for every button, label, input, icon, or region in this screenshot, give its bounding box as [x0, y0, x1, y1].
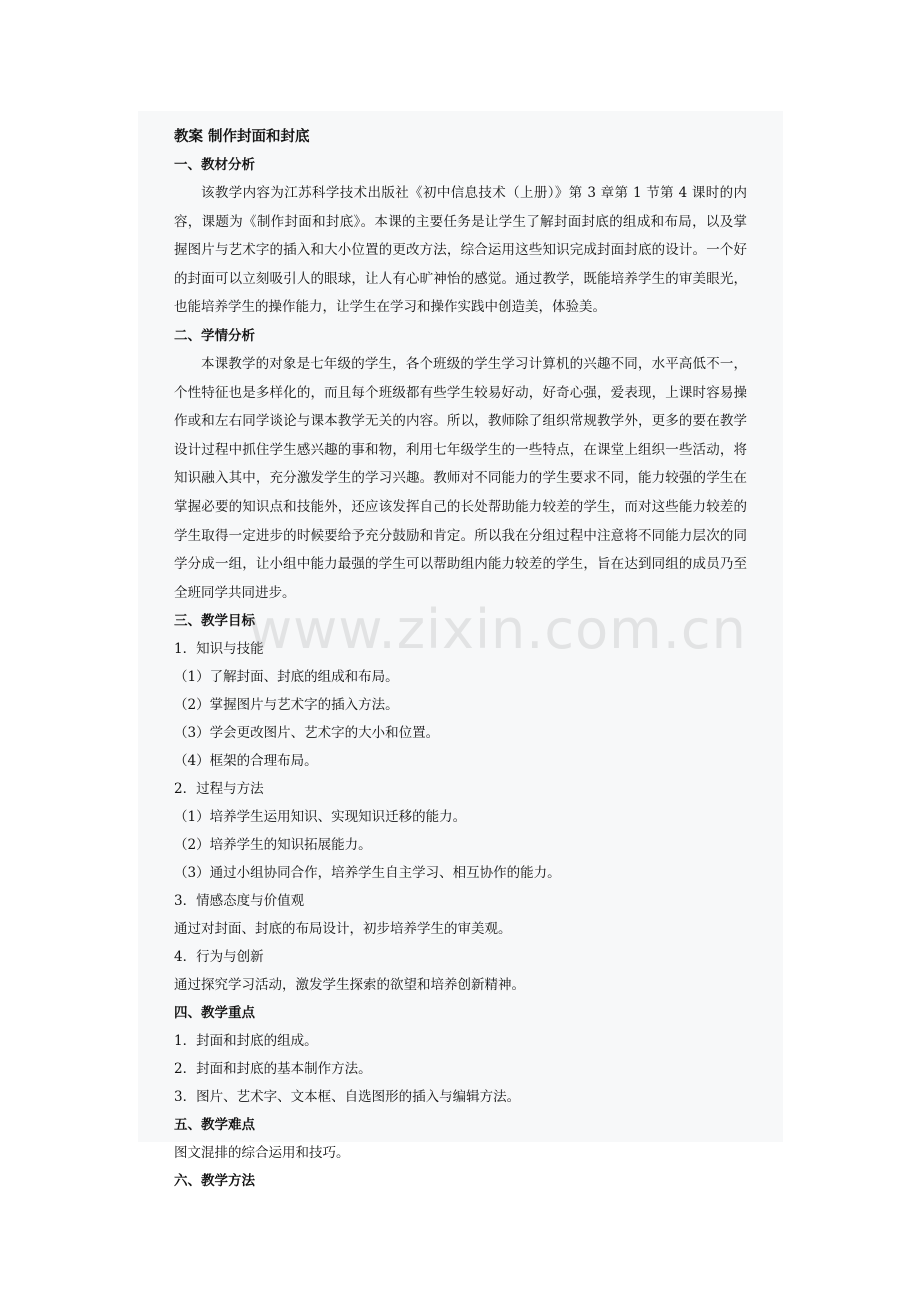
document-page	[138, 111, 783, 1190]
section-heading-key-points: 四、教学重点	[174, 1005, 255, 1022]
section-heading-materials: 一、教材分析	[174, 157, 255, 173]
objective-line: （1）培养学生运用知识、实现知识迁移的能力。	[174, 809, 467, 826]
objective-line: （3）通过小组协同合作，培养学生自主学习、相互协作的能力。	[174, 865, 561, 882]
section-heading-objectives: 三、教学目标	[174, 613, 255, 630]
objective-line: 1．知识与技能	[174, 641, 264, 658]
objective-line: （4）框架的合理布局。	[174, 753, 318, 770]
objective-line: 2．过程与方法	[174, 781, 264, 798]
key-point-line: 2．封面和封底的基本制作方法。	[174, 1061, 372, 1078]
objective-line: （1）了解封面、封底的组成和布局。	[174, 669, 399, 686]
section-heading-students: 二、学情分析	[174, 327, 255, 344]
key-point-line: 1．封面和封底的组成。	[174, 1033, 318, 1050]
key-point-line: 3．图片、艺术字、文本框、自选图形的插入与编辑方法。	[174, 1089, 521, 1106]
section-heading-difficulties: 五、教学难点	[174, 1117, 255, 1134]
objective-line: （3）学会更改图片、艺术字的大小和位置。	[174, 725, 440, 742]
objective-line: 4．行为与创新	[174, 949, 264, 966]
objective-line: 3．情感态度与价值观	[174, 893, 305, 910]
paragraph-students: 本课教学的对象是七年级的学生，各个班级的学生学习计算机的兴趣不同，水平高低不一，个性特征也是多样化的，而且每个班级都有些学生较易好动，好奇心强，爱表现，上课时容易操作或和左右同学谈论与课本教学无关的内容。所以，教师除了组织常规教学外，更多的要在教学设计过程中抓住学生感兴趣的事和物，利用七年级学生的一些特点，在课堂上组织一些活动，将知识融入其中，充分激发学生的学习兴趣。教师对不同能力的学生要求不同，能力较强的学生在掌握必要的知识点和技能外，还应该发挥自己的长处帮助能力较差的学生，而对这些能力较差的学生取得一定进步的时候要给予充分鼓励和肯定。所以我在分组过程中注意将不同能力层次的同学分成一组，让小组中能力最强的学生可以帮助组内能力较差的学生，旨在达到同组的成员乃至全班同学共同进步。	[174, 355, 747, 601]
objective-line: （2）培养学生的知识拓展能力。	[174, 837, 372, 854]
objective-line: （2）掌握图片与艺术字的插入方法。	[174, 697, 399, 714]
objective-line: 通过探究学习活动，激发学生探索的欲望和培养创新精神。	[174, 977, 525, 994]
paragraph-materials: 该教学内容为江苏科学技术出版社《初中信息技术（上册）》第 3 章第 1 节第 4 课时的内容，课题为《制作封面和封底》。本课的主要任务是让学生了解封面封底的组成和布局，以及掌握图片与艺术字的插入和大小位置的更改方法，综合运用这些知识完成封面封底的设计。一个好的封面可以立刻吸引人的眼球，让人有心旷神怡的感觉。通过教学，既能培养学生的审美眼光，也能培养学生的操作能力，让学生在学习和操作实践中创造美，体验美。	[174, 185, 747, 316]
objective-line: 通过对封面、封底的布局设计，初步培养学生的审美观。	[174, 921, 512, 938]
document-title: 教案 制作封面和封底	[174, 129, 310, 145]
difficulty-line: 图文混排的综合运用和技巧。	[174, 1145, 350, 1162]
section-heading-methods: 六、教学方法	[174, 1173, 255, 1190]
